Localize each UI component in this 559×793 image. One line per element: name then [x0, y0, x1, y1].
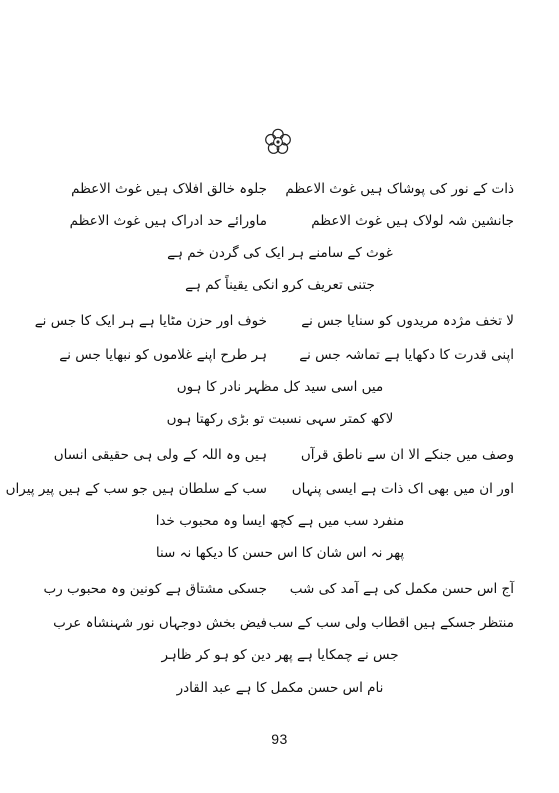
couplet-line [34, 309, 514, 333]
hemistich-right: اپنی قدرت کا دکھایا ہے تماشہ جس نے [299, 347, 514, 363]
refrain-line: غوث کے سامنے ہر ایک کی گردن خم ہے [167, 245, 393, 261]
couplet-line [5, 477, 514, 501]
refrain-line: نام اس حسن مکمل کا ہے عبد القادر [176, 680, 384, 696]
couplet-line [52, 343, 514, 367]
hemistich-left: خوف اور حزن مٹایا ہے ہر ایک کا جس نے [34, 313, 267, 329]
couplet-line [43, 577, 514, 601]
couplet-line [52, 611, 514, 635]
hemistich-left: جسکی مشتاق ہے کونین وہ محبوب رب [43, 581, 267, 597]
refrain-line: پھر نہ اس شان کا اس حسن کا دیکھا نہ سنا [155, 545, 405, 561]
hemistich-right: منتظر جسکے ہیں اقطاب ولی سب کے سب [268, 615, 514, 631]
hemistich-right: آج اس حسن مکمل کی ہے آمد کی شب [289, 581, 514, 597]
hemistich-left: سب کے سلطان ہیں جو سب کے ہیں پیر پیراں [5, 481, 267, 497]
refrain-line: جتنی تعریف کرو انکی یقیناً کم ہے [185, 277, 375, 293]
refrain-line: منفرد سب میں ہے کچھ ایسا وہ محبوب خدا [155, 513, 405, 529]
couplet-line [52, 209, 514, 233]
hemistich-right: ذات کے نور کی پوشاک ہیں غوث الاعظم [285, 181, 514, 197]
hemistich-right: اور ان میں بھی اک ذات ہے ایسی پنہاں [291, 481, 514, 497]
page-number: 93 [271, 731, 288, 747]
hemistich-left: ماورائے حد ادراک ہیں غوث الاعظم [69, 213, 267, 229]
hemistich-right: لا تخف مژدہ مریدوں کو سنایا جس نے [301, 313, 514, 329]
couplet-line [52, 177, 514, 201]
refrain-line: میں اسی سید کل مظہر نادر کا ہوں [176, 379, 384, 395]
hemistich-left: ہر طرح اپنے غلاموں کو نبھایا جس نے [59, 347, 267, 363]
refrain-line: لاکھ کمتر سہی نسبت تو بڑی رکھتا ہوں [166, 411, 394, 427]
hemistich-left: جلوہ خالق افلاک ہیں غوث الاعظم [71, 181, 267, 197]
hemistich-right: وصف میں جنکے الا ان سے ناطق قرآں [300, 447, 514, 463]
refrain-line: جس نے چمکایا ہے پھر دین کو ہو کر ظاہر [161, 647, 399, 663]
hemistich-left: ہیں وہ اللہ کے ولی ہی حقیقی انساں [53, 447, 267, 463]
hemistich-left: فیض بخش دوجہاں نور شہنشاہ عرب [53, 615, 267, 631]
couplet-line [52, 443, 514, 467]
flower-ornament-icon [263, 127, 293, 157]
hemistich-right: جانشین شہ لولاک ہیں غوث الاعظم [311, 213, 514, 229]
